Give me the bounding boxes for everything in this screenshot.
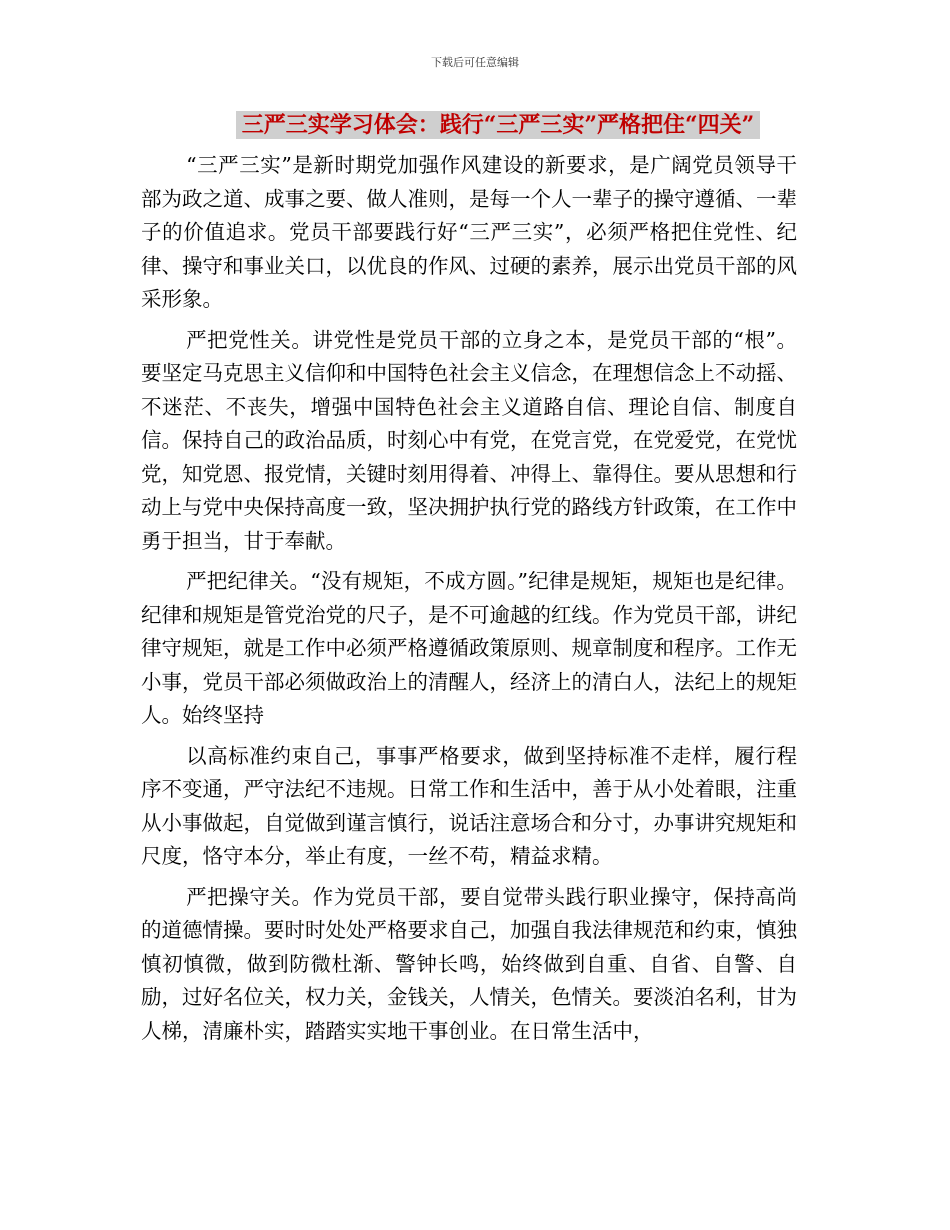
document-title: 三严三实学习体会：践行“三严三实”严格把住“四关” xyxy=(236,111,761,139)
title-container xyxy=(0,111,950,139)
page-header-note: 下载后可任意编辑 xyxy=(431,56,519,69)
paragraph-integrity: 严把操守关。作为党员干部，要自觉带头践行职业操守，保持高尚的道德情操。要时时处处严格要求自己，加强自我法律规范和约束，慎独慎初慎微，做到防微杜渐、警钟长鸣，始终做到自重、自省、自警、自励，过好名位关，权力关，金钱关，人情关，色情关。要淡泊名利，甘为人梯，清廉朴实，踏踏实实地干事创业。在日常生活中， xyxy=(141,884,797,1043)
paragraph-discipline-continued: 以高标准约束自己，事事严格要求，做到坚持标准不走样，履行程序不变通，严守法纪不违规。日常工作和生活中，善于从小处着眼，注重从小事做起，自觉做到谨言慎行，说话注意场合和分寸，办事讲究规矩和尺度，恪守本分，举止有度，一丝不苟，精益求精。 xyxy=(141,743,797,868)
paragraph-party-spirit: 严把党性关。讲党性是党员干部的立身之本，是党员干部的“根”。要坚定马克思主义信仰和中国特色社会主义信念，在理想信念上不动摇、不迷茫、不丧失，增强中国特色社会主义道路自信、理论自信、制度自信。保持自己的政治品质，时刻心中有党，在党言党，在党爱党，在党忧党，知党恩、报党情，关键时刻用得着、冲得上、靠得住。要从思想和行动上与党中央保持高度一致，坚决拥护执行党的路线方针政策，在工作中勇于担当，甘于奉献。 xyxy=(141,327,797,553)
paragraph-discipline: 严把纪律关。“没有规矩，不成方圆。”纪律是规矩，规矩也是纪律。纪律和规矩是管党治党的尺子，是不可逾越的红线。作为党员干部，讲纪律守规矩，就是工作中必须严格遵循政策原则、规章制度和程序。工作无小事，党员干部必须做政治上的清醒人，经济上的清白人，法纪上的规矩人。始终坚持 xyxy=(141,569,797,727)
paragraph-intro: “三严三实”是新时期党加强作风建设的新要求，是广阔党员领导干部为政之道、成事之要、做人准则，是每一个人一辈子的操守遵循、一辈子的价值追求。党员干部要践行好“三严三实”，必须严格把住党性、纪律、操守和事业关口，以优良的作风、过硬的素养，展示出党员干部的风采形象。 xyxy=(141,153,797,311)
document-body xyxy=(141,149,797,1055)
